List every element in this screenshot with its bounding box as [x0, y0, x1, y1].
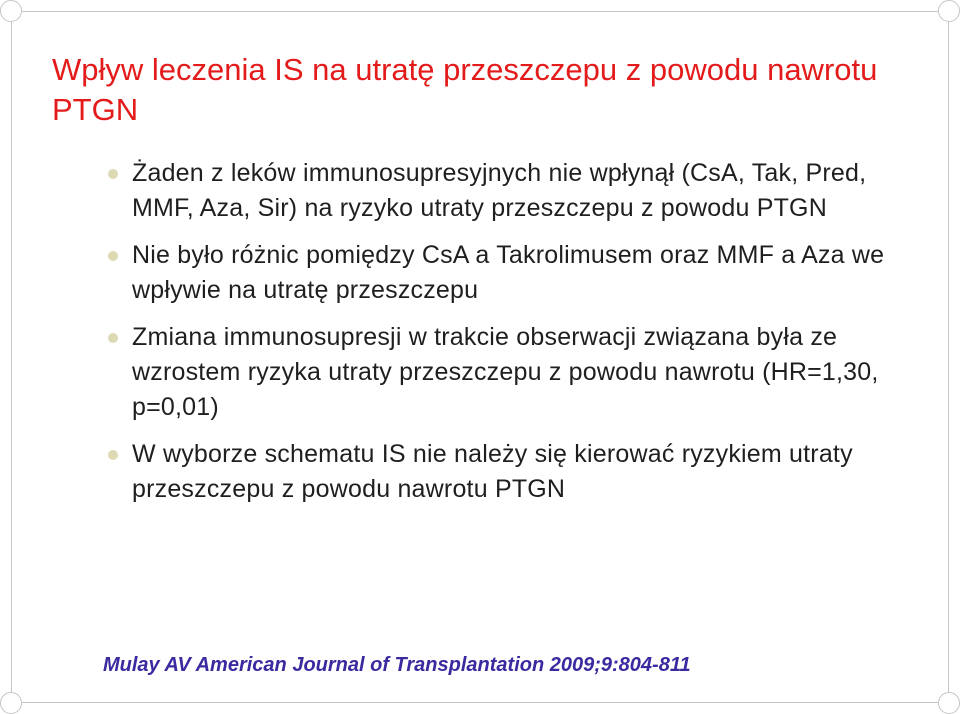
- bullet-item: [108, 320, 928, 425]
- bullet-dot-icon: [108, 450, 118, 460]
- frame-corner-bottom-right: [938, 692, 960, 714]
- bullet-item: [108, 238, 928, 308]
- slide-title: Wpływ leczenia IS na utratę przeszczepu z powodu nawrotu PTGN: [52, 52, 878, 127]
- frame-corner-top-right: [938, 0, 960, 22]
- bullet-list: [108, 156, 928, 519]
- bullet-dot-icon: [108, 333, 118, 343]
- bullet-item: [108, 156, 928, 226]
- bullet-dot-icon: [108, 169, 118, 179]
- bullet-text: W wyborze schematu IS nie należy się kierować ryzykiem utraty przeszczepu z powodu nawrotu PTGN: [132, 440, 853, 503]
- citation: Mulay AV American Journal of Transplantation 2009;9:804-811: [103, 654, 691, 676]
- frame-corner-top-left: [0, 0, 22, 22]
- bullet-text: Żaden z leków immunosupresyjnych nie wpłynął (CsA, Tak, Pred, MMF, Aza, Sir) na ryzyko utraty przeszczepu z powodu PTGN: [132, 159, 867, 222]
- bullet-dot-icon: [108, 251, 118, 261]
- bullet-text: Zmiana immunosupresji w trakcie obserwacji związana była ze wzrostem ryzyka utraty przeszczepu z powodu nawrotu (HR=1,30, p=0,01): [132, 323, 879, 421]
- frame-corner-bottom-left: [0, 692, 22, 714]
- bullet-item: [108, 437, 928, 507]
- bullet-text: Nie było różnic pomiędzy CsA a Takrolimusem oraz MMF a Aza we wpływie na utratę przeszczepu: [132, 241, 885, 304]
